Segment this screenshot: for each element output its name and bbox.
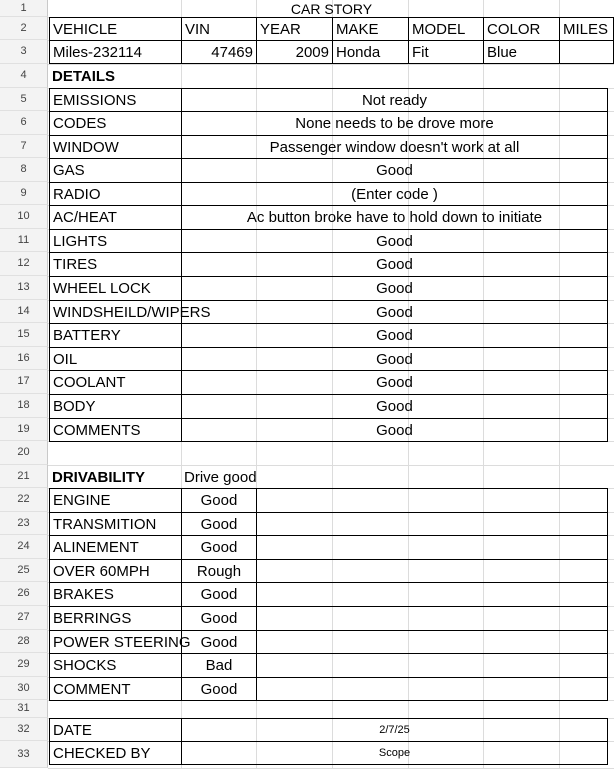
drivability-blank-cells[interactable] bbox=[256, 677, 608, 701]
date-label[interactable]: DATE bbox=[49, 718, 182, 742]
detail-label[interactable]: GAS bbox=[49, 158, 182, 183]
drivability-heading[interactable]: DRIVABILITY bbox=[52, 468, 146, 486]
row-number[interactable]: 5 bbox=[0, 88, 48, 111]
detail-label[interactable]: EMISSIONS bbox=[49, 88, 182, 112]
drivability-value[interactable]: Good bbox=[181, 630, 257, 654]
drivability-label[interactable]: ENGINE bbox=[49, 488, 182, 513]
drivability-label[interactable]: BERRINGS bbox=[49, 606, 182, 631]
detail-label[interactable]: TIRES bbox=[49, 252, 182, 277]
detail-value[interactable]: Passenger window doesn't work at all bbox=[181, 135, 608, 159]
detail-label[interactable]: WHEEL LOCK bbox=[49, 276, 182, 301]
row-number[interactable]: 19 bbox=[0, 418, 48, 441]
detail-value[interactable]: Good bbox=[181, 276, 608, 301]
header-make[interactable]: MAKE bbox=[332, 17, 409, 41]
drivability-value[interactable]: Bad bbox=[181, 653, 257, 678]
row-number[interactable]: 3 bbox=[0, 40, 48, 64]
row-number[interactable]: 12 bbox=[0, 252, 48, 276]
drivability-value[interactable]: Rough bbox=[181, 559, 257, 583]
detail-label[interactable]: BODY bbox=[49, 394, 182, 419]
row-number[interactable]: 22 bbox=[0, 488, 48, 512]
drivability-summary[interactable]: Drive good bbox=[184, 468, 257, 486]
drivability-label[interactable]: BRAKES bbox=[49, 582, 182, 607]
row-number[interactable]: 29 bbox=[0, 653, 48, 677]
drivability-label[interactable]: POWER STEERING bbox=[49, 630, 182, 654]
sheet-title[interactable]: CAR STORY bbox=[290, 0, 373, 17]
detail-value[interactable]: Ac button broke have to hold down to initiate bbox=[181, 205, 608, 230]
detail-label[interactable]: RADIO bbox=[49, 182, 182, 206]
header-miles[interactable]: MILES bbox=[559, 17, 614, 41]
row-number[interactable]: 15 bbox=[0, 323, 48, 347]
row-number[interactable]: 4 bbox=[0, 64, 48, 88]
drivability-blank-cells[interactable] bbox=[256, 630, 608, 654]
row-number[interactable]: 21 bbox=[0, 465, 48, 488]
drivability-label[interactable]: TRANSMITION bbox=[49, 512, 182, 536]
vehicle-vin[interactable]: 47469 bbox=[181, 40, 257, 64]
detail-value[interactable]: Good bbox=[181, 300, 608, 324]
row-number[interactable]: 32 bbox=[0, 718, 48, 741]
checked-by-value[interactable]: Scope bbox=[181, 741, 608, 765]
detail-value[interactable]: Good bbox=[181, 394, 608, 419]
row-number[interactable]: 13 bbox=[0, 276, 48, 300]
row-number[interactable]: 30 bbox=[0, 677, 48, 700]
row-number[interactable]: 6 bbox=[0, 111, 48, 135]
detail-label[interactable]: WINDSHEILD/WIPERS bbox=[49, 300, 182, 324]
drivability-blank-cells[interactable] bbox=[256, 653, 608, 678]
drivability-blank-cells[interactable] bbox=[256, 488, 608, 513]
row-number[interactable]: 17 bbox=[0, 370, 48, 394]
date-value[interactable]: 2/7/25 bbox=[181, 718, 608, 742]
vehicle-model[interactable]: Fit bbox=[408, 40, 484, 64]
row-number[interactable]: 31 bbox=[0, 700, 48, 718]
details-heading[interactable]: DETAILS bbox=[52, 67, 116, 85]
detail-value[interactable]: (Enter code ) bbox=[181, 182, 608, 206]
row-number[interactable]: 23 bbox=[0, 512, 48, 535]
detail-value[interactable]: Good bbox=[181, 418, 608, 442]
drivability-blank-cells[interactable] bbox=[256, 582, 608, 607]
row-number[interactable]: 2 bbox=[0, 17, 48, 40]
row-number[interactable]: 10 bbox=[0, 205, 48, 229]
drivability-value[interactable]: Good bbox=[181, 512, 257, 536]
row-number[interactable]: 27 bbox=[0, 606, 48, 630]
detail-value[interactable]: Good bbox=[181, 229, 608, 253]
row-number[interactable]: 16 bbox=[0, 347, 48, 370]
detail-label[interactable]: COMMENTS bbox=[49, 418, 182, 442]
row-number[interactable]: 25 bbox=[0, 559, 48, 582]
row-number[interactable]: 26 bbox=[0, 582, 48, 606]
vehicle-name[interactable]: Miles-232114 bbox=[49, 40, 182, 64]
row-number[interactable]: 7 bbox=[0, 135, 48, 158]
drivability-blank-cells[interactable] bbox=[256, 535, 608, 560]
drivability-value[interactable]: Good bbox=[181, 677, 257, 701]
drivability-blank-cells[interactable] bbox=[256, 512, 608, 536]
detail-value[interactable]: Good bbox=[181, 347, 608, 371]
row-number[interactable]: 1 bbox=[0, 0, 48, 17]
detail-label[interactable]: CODES bbox=[49, 111, 182, 136]
detail-value[interactable]: Good bbox=[181, 370, 608, 395]
detail-value[interactable]: Good bbox=[181, 158, 608, 183]
header-model[interactable]: MODEL bbox=[408, 17, 484, 41]
vehicle-miles[interactable] bbox=[559, 40, 614, 64]
drivability-label[interactable]: ALINEMENT bbox=[49, 535, 182, 560]
drivability-blank-cells[interactable] bbox=[256, 606, 608, 631]
vehicle-year[interactable]: 2009 bbox=[256, 40, 333, 64]
drivability-value[interactable]: Good bbox=[181, 606, 257, 631]
detail-label[interactable]: COOLANT bbox=[49, 370, 182, 395]
row-number[interactable]: 28 bbox=[0, 630, 48, 653]
row-number[interactable]: 9 bbox=[0, 182, 48, 205]
detail-value[interactable]: Not ready bbox=[181, 88, 608, 112]
vehicle-color[interactable]: Blue bbox=[483, 40, 560, 64]
detail-label[interactable]: AC/HEAT bbox=[49, 205, 182, 230]
drivability-label[interactable]: OVER 60MPH bbox=[49, 559, 182, 583]
header-vehicle[interactable]: VEHICLE bbox=[49, 17, 182, 41]
row-number[interactable]: 14 bbox=[0, 300, 48, 323]
header-color[interactable]: COLOR bbox=[483, 17, 560, 41]
row-number[interactable]: 11 bbox=[0, 229, 48, 252]
row-number[interactable]: 8 bbox=[0, 158, 48, 182]
detail-value[interactable]: Good bbox=[181, 252, 608, 277]
row-number[interactable]: 24 bbox=[0, 535, 48, 559]
drivability-label[interactable]: COMMENT bbox=[49, 677, 182, 701]
row-number[interactable]: 20 bbox=[0, 441, 48, 465]
row-number[interactable]: 33 bbox=[0, 741, 48, 768]
header-vin[interactable]: VIN bbox=[181, 17, 257, 41]
drivability-value[interactable]: Good bbox=[181, 488, 257, 513]
drivability-value[interactable]: Good bbox=[181, 582, 257, 607]
detail-value[interactable]: None needs to be drove more bbox=[181, 111, 608, 136]
detail-label[interactable]: WINDOW bbox=[49, 135, 182, 159]
detail-label[interactable]: LIGHTS bbox=[49, 229, 182, 253]
detail-label[interactable]: OIL bbox=[49, 347, 182, 371]
drivability-label[interactable]: SHOCKS bbox=[49, 653, 182, 678]
checked-by-label[interactable]: CHECKED BY bbox=[49, 741, 182, 765]
drivability-blank-cells[interactable] bbox=[256, 559, 608, 583]
header-year[interactable]: YEAR bbox=[256, 17, 333, 41]
row-number[interactable]: 18 bbox=[0, 394, 48, 418]
detail-label[interactable]: BATTERY bbox=[49, 323, 182, 348]
detail-value[interactable]: Good bbox=[181, 323, 608, 348]
vehicle-make[interactable]: Honda bbox=[332, 40, 409, 64]
drivability-value[interactable]: Good bbox=[181, 535, 257, 560]
